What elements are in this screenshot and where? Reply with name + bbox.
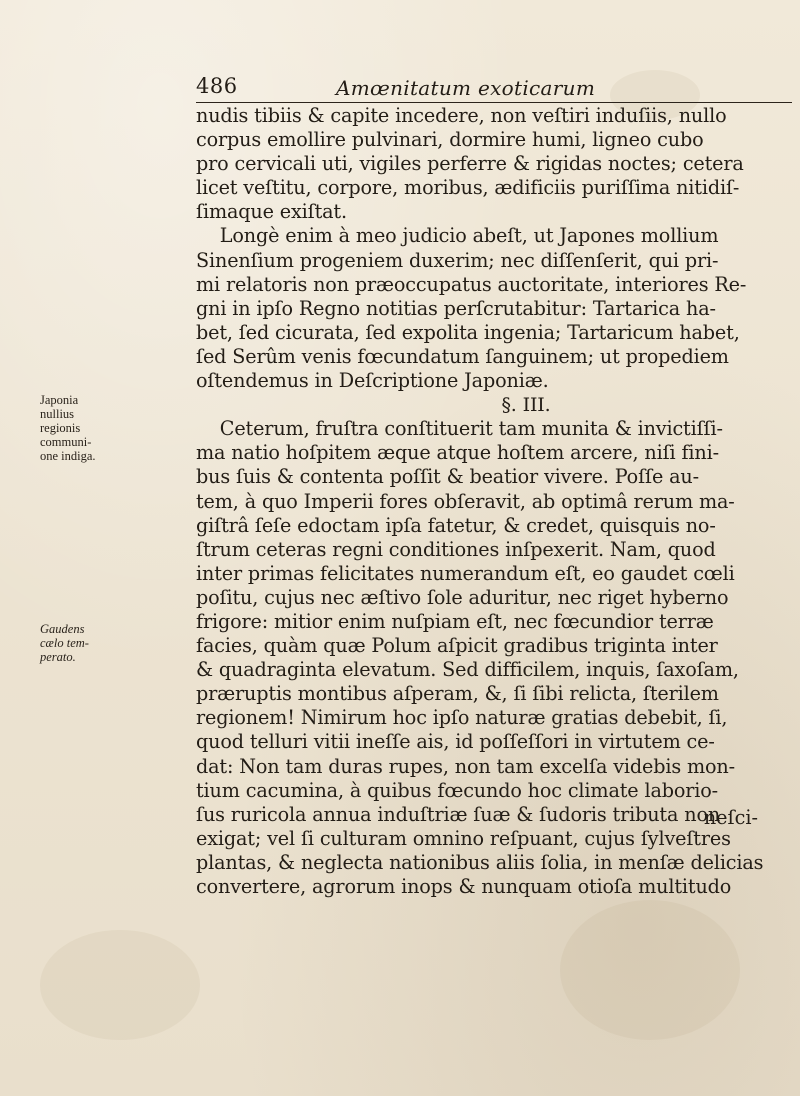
text-line: Ceterum, fruſtra conſtituerit tam munita & invictiſſi-: [196, 417, 723, 441]
text-line: giſtrâ ſeſe edoctam ipſa fatetur, & credet, quisquis no-: [196, 513, 716, 537]
text-line: poſitu, cujus nec æſtivo ſole aduritur, nec riget hyberno: [196, 585, 729, 609]
page-number: 486: [196, 74, 238, 98]
text-line: nudis tibiis & capite incedere, non veſtiri induſiis, nullo: [196, 104, 727, 127]
paper-stain: [560, 900, 740, 1040]
text-line: quod telluri vitii ineſſe ais, id poſſeſſori in virtutem ce-: [196, 730, 715, 754]
section-heading: §. III.: [501, 394, 551, 417]
text-line: & quadraginta elevatum. Sed difficilem, inquis, ſaxoſam,: [196, 658, 739, 682]
text-line: dat: Non tam duras rupes, non tam excelſa videbis mon-: [196, 754, 735, 778]
margin-note-gaudens: [40, 622, 89, 664]
text-line: Sinenſium progeniem duxerim; nec diſſenſerit, qui pri-: [196, 248, 719, 272]
text-line: bet, ſed cicurata, ſed expolita ingenia; Tartaricum habet,: [196, 320, 740, 344]
catchword: neſci-: [703, 806, 758, 829]
text-line: ma natio hoſpitem æque atque hoſtem arcere, niſi fini-: [196, 441, 719, 465]
text-line: ſus ruricola annua induſtriæ ſuæ & ſudoris tributa non: [196, 802, 721, 826]
margin-note-line: nullius: [40, 407, 75, 421]
text-line: ſtrum ceteras regni conditiones inſpexerit. Nam, quod: [196, 537, 716, 561]
text-line: gni in ipſo Regno notitias perſcrutabitur: Tartarica ha-: [196, 296, 716, 320]
text-line: oſtendemus in Deſcriptione Japoniæ.: [196, 369, 549, 393]
margin-note-line: regionis: [40, 421, 81, 435]
paper-stain: [40, 930, 200, 1040]
margin-note-line: perato.: [40, 650, 76, 664]
page-header: [196, 72, 792, 103]
text-line: regionem! Nimirum hoc ipſo naturæ gratias debebit, ſi,: [196, 706, 728, 730]
text-line: mi relatoris non præoccupatus auctoritate, interiores Re-: [196, 272, 747, 296]
text-line: ſed Serûm venis fœcundatum ſanguinem; ut propediem: [196, 344, 729, 368]
margin-note-line: communi-: [40, 435, 92, 449]
text-line: tium cacumina, à quibus fœcundo hoc climate laborio-: [196, 778, 719, 802]
text-line: plantas, & neglecta nationibus aliis ſolia, in menſæ delicias: [196, 850, 764, 874]
text-line: convertere, agrorum inops & nunquam otioſa multitudo: [196, 875, 732, 898]
text-line: tem, à quo Imperii fores obſeravit, ab optimâ rerum ma-: [196, 489, 735, 513]
text-line: facies, quàm quæ Polum aſpicit gradibus triginta inter: [196, 634, 718, 658]
text-line: exigat; vel ſi culturam omnino reſpuant, cujus ſylveſtres: [196, 826, 731, 850]
running-head: Amœnitatum exoticarum: [336, 76, 596, 100]
text-line: corpus emollire pulvinari, dormire humi, ligneo cubo: [196, 128, 704, 152]
margin-note-japonia: [40, 393, 96, 463]
text-line: præruptis montibus aſperam, &, ſi ſibi relicta, ſterilem: [196, 682, 719, 706]
text-line: bus ſuis & contenta poſſit & beatior vivere. Poſſe au-: [196, 465, 699, 489]
text-line: inter primas felicitates numerandum eſt, eo gaudet cœli: [196, 561, 735, 585]
margin-note-line: one indiga.: [40, 449, 96, 463]
text-line: ſimaque exiſtat.: [196, 200, 347, 224]
margin-note-line: Japonia: [40, 393, 79, 407]
margin-note-line: cælo tem-: [40, 636, 89, 650]
body-text: [196, 104, 796, 899]
text-line: licet veſtitu, corpore, moribus, ædificiis puriſſima nitidiſ-: [196, 176, 740, 200]
text-line: Longè enim à meo judicio abeſt, ut Japones mollium: [196, 224, 719, 248]
text-line: frigore: mitior enim nuſpiam eſt, nec fœcundior terræ: [196, 609, 714, 633]
margin-note-line: Gaudens: [40, 622, 85, 636]
text-line: pro cervicali uti, vigiles perferre & rigidas noctes; cetera: [196, 152, 744, 176]
